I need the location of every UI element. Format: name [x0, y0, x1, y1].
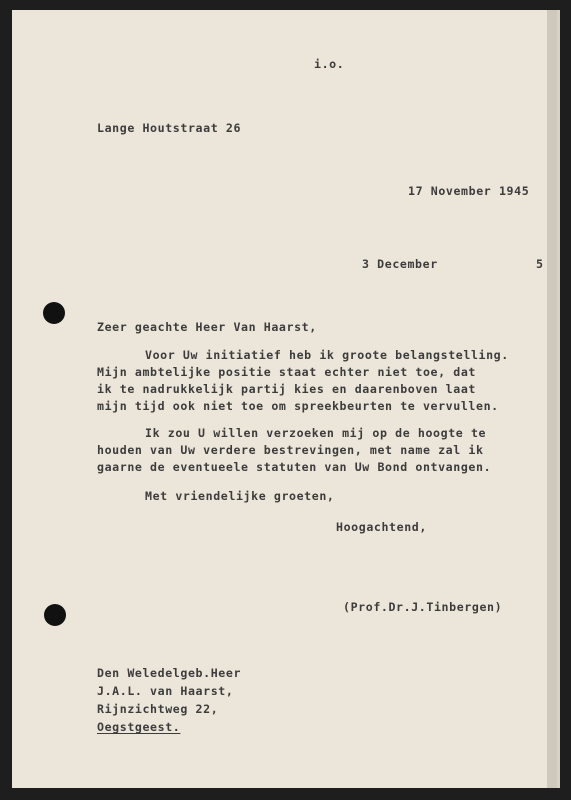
punch-hole-bottom — [44, 604, 66, 626]
signature-name: (Prof.Dr.J.Tinbergen) — [343, 600, 503, 614]
reply-date: 3 December — [362, 257, 438, 271]
page-edge — [547, 10, 557, 788]
paragraph-1-line-2: Mijn ambtelijke positie staat echter niet toe, dat — [97, 365, 477, 379]
paragraph-2-line-2: houden van Uw verdere bestrevingen, met name zal ik — [97, 443, 484, 457]
recipient-title: Den Weledelgeb.Heer — [97, 666, 242, 680]
closing: Met vriendelijke groeten, — [145, 489, 335, 503]
reply-mark: 5 — [536, 257, 544, 271]
recipient-street: Rijnzichtweg 22, — [97, 702, 219, 716]
paragraph-2-line-3: gaarne de eventueele statuten van Uw Bond ontvangen. — [97, 460, 492, 474]
valediction: Hoogachtend, — [336, 520, 427, 534]
paragraph-1-line-4: mijn tijd ook niet toe om spreekbeurten te vervullen. — [97, 399, 499, 413]
salutation: Zeer geachte Heer Van Haarst, — [97, 320, 317, 334]
recipient-city: Oegstgeest. — [97, 720, 181, 734]
recipient-name: J.A.L. van Haarst, — [97, 684, 234, 698]
paragraph-2-line-1: Ik zou U willen verzoeken mij op de hoogte te — [145, 426, 487, 440]
reference-code: i.o. — [314, 57, 345, 71]
paragraph-1-line-3: ik te nadrukkelijk partij kies en daarenboven laat — [97, 382, 477, 396]
paragraph-1-line-1: Voor Uw initiatief heb ik groote belangstelling. — [145, 348, 509, 362]
sender-address: Lange Houtstraat 26 — [97, 121, 242, 135]
letter-date: 17 November 1945 — [408, 184, 530, 198]
punch-hole-top — [43, 302, 65, 324]
